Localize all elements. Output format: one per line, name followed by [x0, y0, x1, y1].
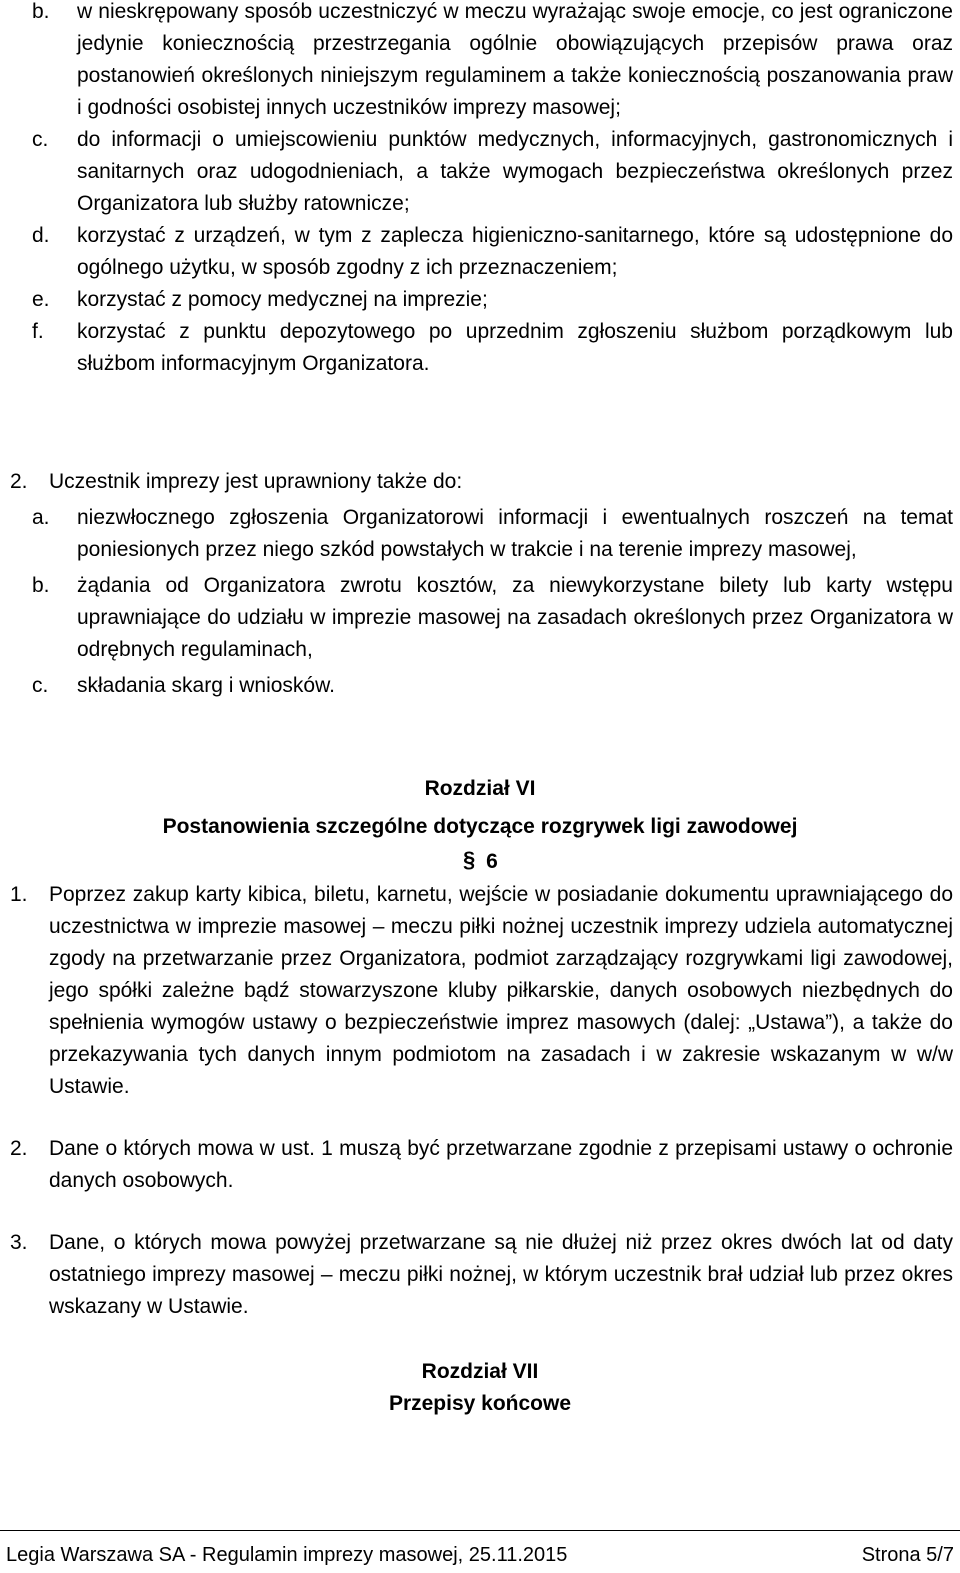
list-marker: c.	[32, 674, 49, 697]
list-item-text: składania skarg i wniosków.	[77, 674, 335, 697]
list-item-text: korzystać z urządzeń, w tym z zaplecza higieniczno-sanitarnego, które są udostępnione do ogólnego użytku, w sposób zgodny z ich przeznaczeniem;	[77, 224, 953, 279]
list-item-text: korzystać z pomocy medycznej na imprezie;	[77, 288, 488, 311]
paragraph-heading	[0, 846, 960, 878]
point-text: Dane, o których mowa powyżej przetwarzane są nie dłużej niż przez okres dwóch lat od daty ostatniego imprezy masowej – meczu piłki nożnej, w którym uczestnik brał udział lub przez okres wskazany w Ustawie.	[49, 1231, 953, 1318]
list-item	[32, 124, 953, 220]
page-footer	[6, 1543, 954, 1567]
list-item-text: niezwłocznego zgłoszenia Organizatorowi informacji i ewentualnych roszczeń na temat poniesionych przez niego szkód powstałych w trakcie i na terenie imprezy masowej,	[77, 506, 953, 561]
chapter6-points	[0, 879, 960, 1323]
point-marker: 2.	[10, 470, 28, 493]
list-marker: c.	[32, 128, 49, 151]
list-marker: a.	[32, 506, 50, 529]
paragraph-number: 6	[486, 850, 498, 873]
numbered-point	[10, 879, 953, 1103]
list-item-text: do informacji o umiejscowieniu punktów medycznych, informacyjnych, gastronomicznych i sanitarnych oraz udogodnieniach, a także wymogach bezpieczeństwa określonych przez Organizatora lub służby ratownicze;	[77, 128, 953, 215]
list-item	[32, 284, 953, 316]
point-text: Uczestnik imprezy jest uprawniony także do:	[49, 470, 463, 493]
list-marker: e.	[32, 288, 50, 311]
point-marker: 1.	[10, 883, 28, 906]
list-item-text: korzystać z punktu depozytowego po uprzednim zgłoszeniu służbom porządkowym lub służbom informacyjnym Organizatora.	[77, 320, 953, 375]
list-item-text: w nieskrępowany sposób uczestniczyć w meczu wyrażając swoje emocje, co jest ograniczone jedynie koniecznością przestrzegania ogólnie obowiązujących przepisów prawa oraz postanowień określonych niniejszym regulaminem a także koniecznością poszanowania praw i godności osobistej innych uczestników imprezy masowej;	[77, 0, 953, 119]
list-marker: d.	[32, 224, 50, 247]
list-marker: f.	[32, 320, 44, 343]
list-marker: b.	[32, 574, 50, 597]
list-item	[32, 220, 953, 284]
list-marker: b.	[32, 0, 50, 23]
rights-list	[0, 0, 960, 380]
point-text: Dane o których mowa w ust. 1 muszą być przetwarzane zgodnie z przepisami ustawy o ochronie danych osobowych.	[49, 1137, 953, 1192]
list-item	[32, 570, 953, 666]
list-item	[32, 502, 953, 566]
point-marker: 2.	[10, 1137, 28, 1160]
numbered-point	[10, 1133, 953, 1197]
list-item	[32, 670, 953, 702]
point-marker: 3.	[10, 1231, 28, 1254]
chapter-subtitle: Postanowienia szczególne dotyczące rozgrywek ligi zawodowej	[162, 815, 798, 838]
point-2	[0, 466, 960, 702]
chapter-title: Rozdział VI	[424, 777, 536, 800]
footer-divider	[0, 1530, 960, 1531]
list-item	[32, 316, 953, 380]
footer-page-number: Strona 5/7	[861, 1544, 954, 1566]
list-item-text: żądania od Organizatora zwrotu kosztów, za niewykorzystane bilety lub karty wstępu uprawniające do udziału w imprezie masowej na zasadach określonych przez Organizatora w odrębnych regulaminach,	[77, 574, 953, 661]
section-sign-icon	[462, 847, 480, 871]
list-item	[32, 0, 953, 124]
svg-text:§: §	[463, 847, 476, 871]
chapter-title: Rozdział VII	[421, 1360, 539, 1383]
footer-document-title: Legia Warszawa SA - Regulamin imprezy masowej, 25.11.2015	[6, 1544, 568, 1566]
numbered-point	[10, 1227, 953, 1323]
numbered-point	[10, 466, 953, 498]
point-text: Poprzez zakup karty kibica, biletu, karnetu, wejście w posiadanie dokumentu uprawniającego do uczestnictwa w imprezie masowej – meczu piłki nożnej uczestnik imprezy udziela automatycznej zgody na przetwarzanie przez Organizatora, podmiot zarządzający rozgrywkami ligi zawodowej, jego spółki zależne bądź stowarzyszone kluby piłkarskie, danych osobowych niezbędnych do spełnienia wymogów ustawy o bezpieczeństwie imprez masowych (dalej: „Ustawa”), a także do przekazywania tych danych innym podmiotom na zasadach i w zakresie wskazanym w w/w Ustawie.	[49, 883, 953, 1098]
chapter-subtitle: Przepisy końcowe	[388, 1392, 572, 1415]
